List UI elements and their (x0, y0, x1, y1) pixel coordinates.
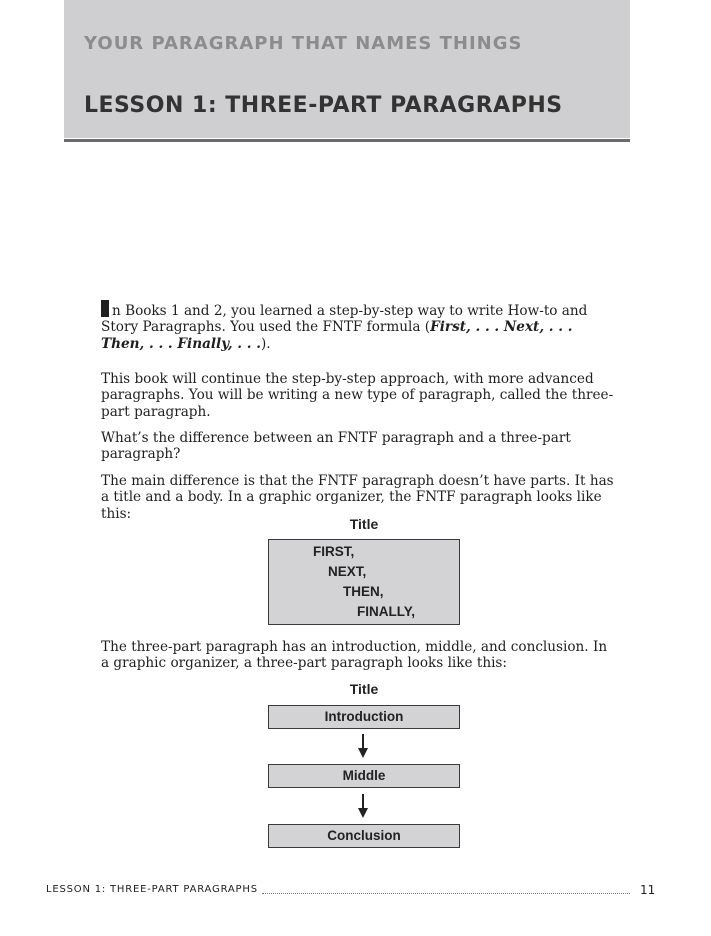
footer-lesson-title: LESSON 1: THREE-PART PARAGRAPHS (46, 884, 258, 895)
footer-dot-leader (262, 893, 630, 894)
down-arrow-icon (357, 794, 369, 818)
three-part-diagram-title: Title (349, 681, 379, 697)
page-number: 11 (640, 883, 656, 897)
intro-text: n Books 1 and 2, you learned a step-by-step way to write How-to and Story Paragraphs. You used the FNTF formula ( (101, 303, 588, 336)
fntf-step-first: FIRST, (313, 544, 355, 559)
fntf-diagram-title: Title (349, 516, 379, 532)
fntf-step-then: THEN, (343, 584, 384, 599)
paragraph-2: This book will continue the step-by-step approach, with more advanced paragraphs. You will be writing a new type of paragraph, called the three-part paragraph. (101, 371, 614, 420)
paragraph-4: The main difference is that the FNTF paragraph doesn’t have parts. It has a title and a body. In a graphic organizer, the FNTF paragraph looks like this: (101, 473, 614, 522)
introduction-box: Introduction (268, 705, 460, 729)
intro-paragraph (101, 300, 616, 352)
paragraph-5: The three-part paragraph has an introduction, middle, and conclusion. In a graphic organizer, a three-part paragraph looks like this: (101, 639, 608, 672)
conclusion-box: Conclusion (268, 824, 460, 848)
fntf-formula: First, . . . Next, . . . Then, . . . Finally, . . . (101, 319, 573, 352)
chapter-kicker: YOUR PARAGRAPH THAT NAMES THINGS (84, 33, 523, 54)
intro-end: ). (260, 335, 271, 352)
fntf-organizer-box (268, 539, 460, 625)
fntf-step-next: NEXT, (328, 564, 367, 579)
paragraph-3: What’s the difference between an FNTF paragraph and a three-part paragraph? (101, 430, 571, 463)
drop-cap-i (101, 300, 109, 317)
down-arrow-icon (357, 734, 369, 758)
fntf-step-finally: FINALLY, (357, 604, 416, 619)
lesson-title: LESSON 1: THREE-PART PARAGRAPHS (84, 93, 563, 118)
header-rule (64, 139, 630, 142)
middle-box: Middle (268, 764, 460, 788)
